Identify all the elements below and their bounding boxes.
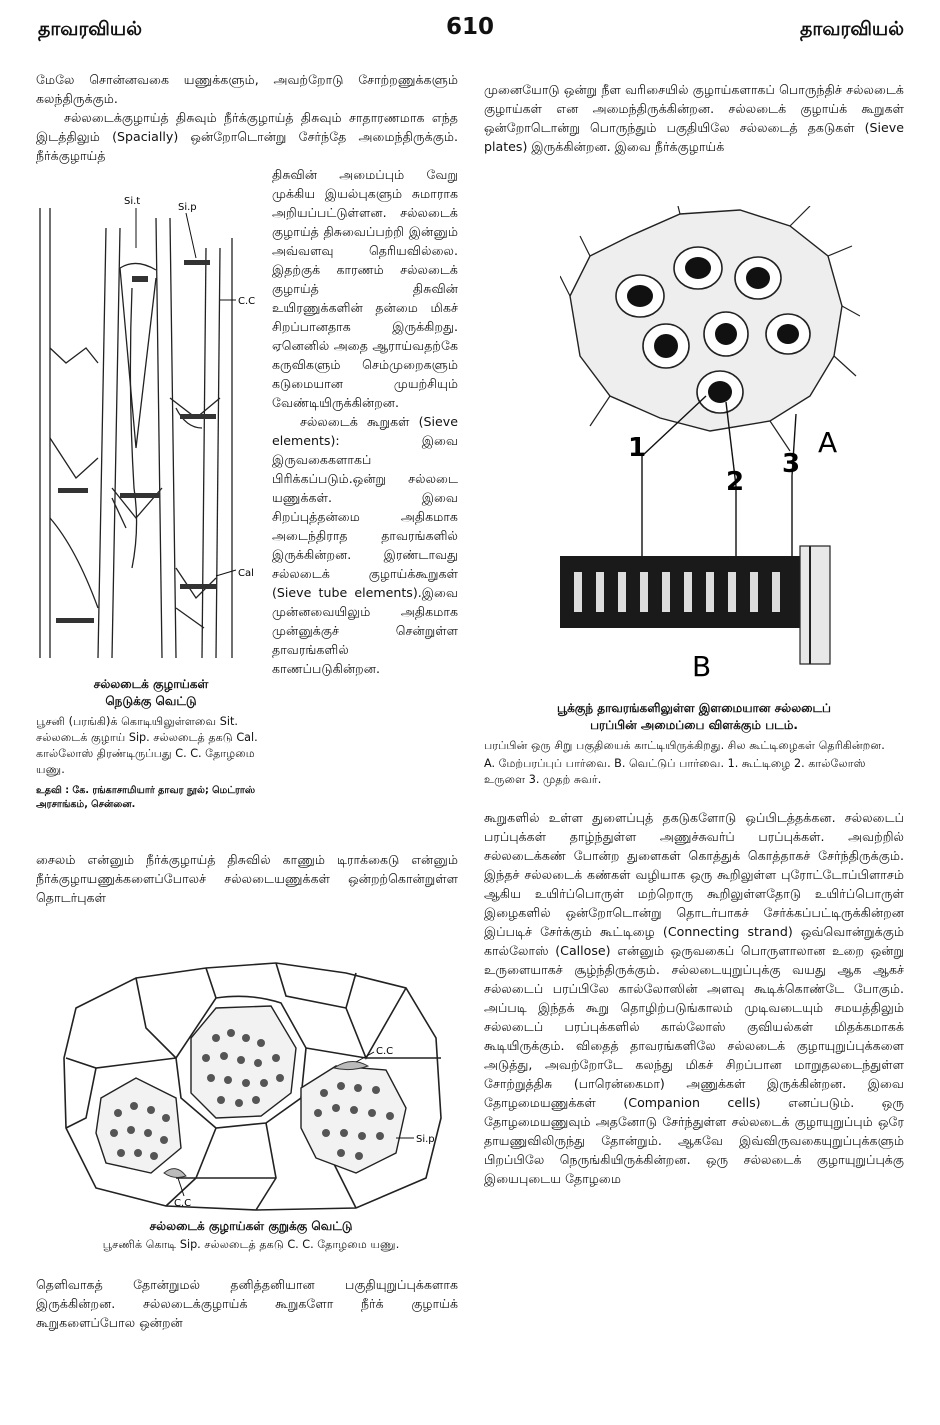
fig2-caption-text: பூசணிக் கொடி Sip. சல்லடைத் தகடு C. C. தோழமை யணு. [102, 1238, 400, 1251]
label-1: 1 [628, 433, 647, 463]
fig3-title-line-1: பூக்குந் தாவரங்களிலுள்ள இளமையான சல்லடைப் [556, 701, 831, 715]
label-sip: Si.p [178, 202, 197, 213]
left-intro-text: மேலே சொன்னவகை யணுக்களும், அவற்றோடு சோற்றணுக்களும் கலந்திருக்கும். [36, 72, 458, 106]
fig1-title-line-1: சல்லடைக் குழாய்கள் [93, 677, 209, 691]
fig3-caption-legend: A. மேற்பரப்புப் பார்வை. B. வெட்டுப் பார்வை. 1. கூட்டிழை 2. கால்லோஸ் உருளை 3. முதற் சுவர். [484, 757, 866, 786]
right-para-2: கூறுகளில் உள்ள துளைப்புத் தகடுகளோடு ஒப்பிடத்தக்கன. சல்லடைப் பரப்புக்கள் தாழ்ந்துள்ள அணுச்சுவர்ப் பரப்புக்கள். அவற்றில் சல்லடைக்கண் போன்ற துளைகள் கொத்துக் கொத்தாகச் சேர்ந்திருக்கும். இந்தச் சல்லடைக் கண்கள் வழியாக ஒரு கூறிலுள்ள புரோட்டோப்பிளாசம் ஆகிய உயிர்ப்பொருள் மற்றொரு கூறிலுள்ளதோடு உயிர்ப்பொருள் இழைகளில் ஒன்றோடொன்று தொடர்பாகச் சேர்க்கப்பட்டிருக்கின்றன இப்படிச் சேர்க்கும் கூட்டிழை (Connecting strand) ஒவ்வொன்றுக்கும் கால்லோஸ் (Callose) என்னும் ஒருவகைப் பொருளாலான உறை ஒன்று உருளையாகச் சூழ்ந்திருக்கும். சல்லடையுறுப்புக்கு வயது ஆக ஆகச் சல்லடைப் பரப்பிலே கால்லோஸின் அளவு கூடிக்கொண்டே போகும். அப்படி இந்தக் கூறு தொழிற்படுங்காலம் முடிவடையும் சமயத்திலும் சல்லடைப் பரப்புக்களில் கால்லோஸ் குவியல்கள் மிதக்கமாகக் கூடியிருக்கும். விதைத் தாவரங்களிலே சல்லடைக் குழாயுறுப்புக்களை அடுத்து, அவற்றோடே கலந்து மிகச் சிறப்பான மாறுதலடைந்துள்ள சோற்றுத்திசு (பாரென்கைமா) அணுக்கள் இருக்கின்றன. இவை தோழமையணுக்கள் (Companion cells) எனப்படும். ஒரு தோழமையணுவும் அதனோடு சேர்ந்துள்ள சல்லடைக் குழாயுறுப்பும் ஒரே தாயணுவிலிருந்து தோன்றும். ஆகவே இவ்விருவகையுறுப்புக்களும் பிறப்பிலே நெருங்கியிருக்கின்றன. ஒரு சல்லடைக் குழாயுறுப்புக்கு இயைபுடைய தோழமை [484, 810, 904, 1186]
sieve-plate-drawing [560, 206, 860, 688]
running-head-right: தாவரவியல் [800, 18, 904, 40]
label-a: A [818, 426, 838, 459]
left-wrap-block [272, 165, 458, 678]
right-para-2-block [484, 808, 904, 1188]
right-para-1-block [484, 80, 904, 156]
left-wrap-text-2: சல்லடைக் கூறுகள் (Sieve elements): இவை இருவகைகளாகப் பிரிக்கப்படும்.ஒன்று சல்லடை யணுக்கள். இவை சிறப்புத்தன்மை அதிகமாக அடைந்திராத தாவரங்களில் இருக்கின்றன. இரண்டாவது சல்லடைக் குழாய்க்கூறுகள் (Sieve tube elements).இவை முன்னவையிலும் அதிகமாக முன்னுக்குச் சென்றுள்ள தாவரங்களில் காணப்படுகின்றன. [272, 414, 458, 676]
left-para-4-block [36, 1275, 458, 1332]
figure-3-caption [484, 700, 904, 788]
fig3-caption-text: பரப்பின் ஒரு சிறு பகுதியைக் காட்டியிருக்கிறது. சில கூட்டிழைகள் தெரிகின்றன. [484, 739, 885, 752]
label-2: 2 [726, 467, 745, 497]
right-para-1: முனையோடு ஒன்று நீள வரிசையில் குழாய்களாகப் பொருந்திச் சல்லடைக் குழாய்கள் என அமைந்திருக்கின்றன. சல்லடைக் குழாய்க் கூறுகள் ஒன்றோடொன்று பொருந்தும் பகுதியிலே சல்லடைத் தகடுகள் (Sieve plates) இருக்கின்றன. இவை நீர்க்குழாய்க் [484, 82, 904, 154]
label-cc: C.C [238, 296, 256, 307]
fig1-title-line-2: நெடுக்கு வெட்டு [105, 694, 197, 708]
label-sip-cross: Si.p [416, 1134, 435, 1145]
label-sit: Si.t [124, 196, 141, 207]
fig1-caption-text: பூசனி (பரங்கி)க் கொடியிலுள்ளவை Sit. சல்லடைக் குழாய் Sip. சல்லடைத் தகடு Cal. கால்லோஸ் திரண்டிருப்பது C. C. தோழமை யணு. [36, 715, 258, 776]
left-wrap-text: திசுவின் அமைப்பும் வேறு முக்கிய இயல்புகளும் சுமாராக அறியப்பட்டுள்ளன. சல்லடைக் குழாய்த் திசுவைப்பற்றி இன்னும் அவ்வளவு தெரியவில்லை. இதற்குக் காரணம் சல்லடைக் குழாய்த் திசுவின் உயிரணுக்களின் தன்மை மிகச் சிறப்பானதாக இருக்கிறது. ஏனெனில் அதை ஆராய்வதற்கே கருவிகளும் செம்முறைகளும் கடுமையான முயற்சியும் வேண்டியிருக்கின்றன. [272, 167, 458, 410]
fig1-credit: உதவி : கே. ரங்காசாமியார் தாவர நூல்; மெட்ராஸ் அரசாங்கம், சென்னை. [36, 785, 256, 810]
label-cc-lower: C.C [174, 1198, 192, 1209]
figure-longitudinal-section [36, 188, 266, 668]
left-para-3: சைலம் என்னும் நீர்க்குழாய்த் திசுவில் காணும் டிராக்கைடு என்னும் நீர்க்குழாயணுக்களைப்போலச் சல்லடையணுக்கள் ஒன்றற்கொன்றுள்ள தொடர்புகள் [36, 852, 458, 905]
label-3: 3 [782, 449, 801, 479]
left-para-2: சல்லடைக்குழாய்த் திசுவும் நீர்க்குழாய்த் திசுவும் சாதாரணமாக எந்த இடத்திலும் (Spacially) ஒன்றோடொன்று சேர்ந்தே அமைந்திருக்கும். நீர்க்குழாய்த் [36, 110, 458, 163]
left-intro-block [36, 70, 458, 165]
figure-sieve-plate [560, 206, 860, 688]
cross-section-drawing [56, 948, 446, 1216]
label-b: B [692, 650, 712, 683]
longitudinal-section-drawing [36, 188, 266, 668]
label-cal: Cal [238, 568, 254, 579]
figure-1-caption [36, 676, 266, 812]
fig3-title-line-2: பரப்பின் அமைப்பை விளக்கும் படம். [590, 718, 798, 732]
page-number: 610 [445, 14, 494, 40]
running-head-left: தாவரவியல் [38, 18, 142, 40]
figure-cross-section [56, 948, 446, 1216]
figure-2-caption [36, 1218, 466, 1253]
left-para-3-block [36, 850, 458, 907]
fig2-title: சல்லடைக் குழாய்கள் குறுக்கு வெட்டு [149, 1219, 353, 1233]
left-para-4: தெளிவாகத் தோன்றுமல் தனித்தனியான பகுதியுறுப்புக்களாக இருக்கின்றன. சல்லடைக்குழாய்க் கூறுகளோ நீர்க் குழாய்க் கூறுகளைப்போல ஒன்றன் [36, 1277, 458, 1330]
label-cc-upper: C.C [376, 1046, 394, 1057]
